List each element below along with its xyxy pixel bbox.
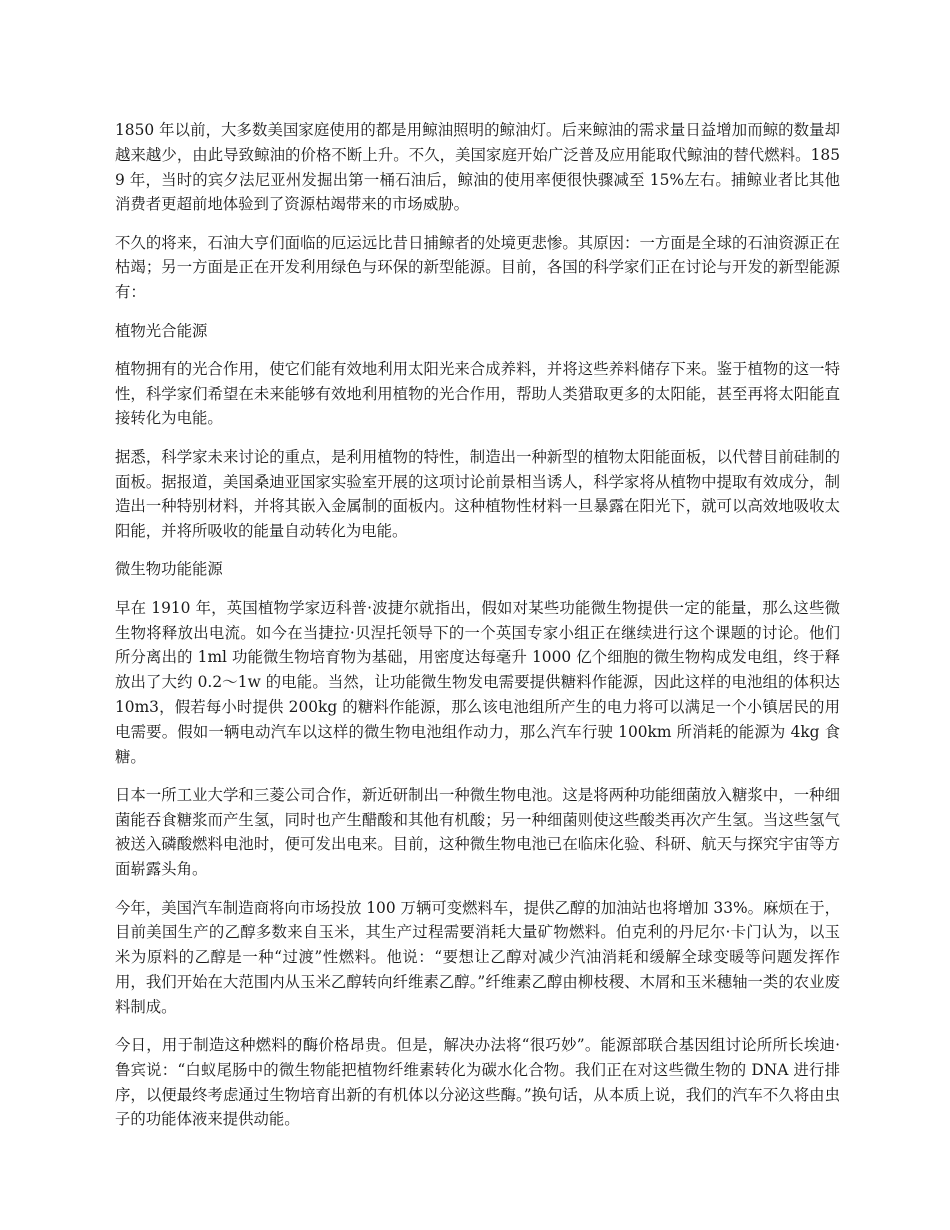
paragraph-whale-oil-history: 1850 年以前，大多数美国家庭使用的都是用鲸油照明的鲸油灯。后来鲸油的需求量日益增加而鲸的数量却越来越少，由此导致鲸油的价格不断上升。不久，美国家庭开始广泛普及应用能取代鲸油的替代燃料。1859 年，当时的宾夕法尼亚州发掘出第一桶石油后，鲸油的使用率便很快骤减至 15%左右。捕鲸业者比其他消费者更超前地体验到了资源枯竭带来的市场威胁。 (115, 121, 840, 214)
paragraph-ethanol-vehicles: 今年，美国汽车制造商将向市场投放 100 万辆可变燃料车，提供乙醇的加油站也将增加 33%。麻烦在于，目前美国生产的乙醇多数来自玉米，其生产过程需要消耗大量矿物燃料。伯克利的丹尼尔·卡门认为，以玉米为原料的乙醇是一种“过渡”性燃料。他说：“要想让乙醇对减少汽油消耗和缓解全球变暖等问题发挥作用，我们开始在大范围内从玉米乙醇转向纤维素乙醇。”纤维素乙醇由柳枝稷、木屑和玉米穗轴一类的农业废料制成。 (115, 898, 840, 1016)
paragraph-photosynthesis: 植物拥有的光合作用，使它们能有效地利用太阳光来合成养料，并将这些养料储存下来。鉴于植物的这一特性，科学家们希望在未来能够有效地利用植物的光合作用，帮助人类猎取更多的太阳能，甚至再将太阳能直接转化为电能。 (115, 359, 840, 428)
section-heading-plant-photosynthesis: 植物光合能源 (115, 321, 208, 340)
section-heading-microbial-energy: 微生物功能能源 (115, 560, 223, 579)
paragraph-oil-tycoons: 不久的将来，石油大亨们面临的厄运远比昔日捕鲸者的处境更悲惨。其原因：一方面是全球的石油资源正在枯竭；另一方面是正在开发利用绿色与环保的新型能源。目前，各国的科学家们正在讨论与开发的新型能源有： (115, 233, 840, 302)
paragraph-microbial-current: 早在 1910 年，英国植物学家迈科普·波捷尔就指出，假如对某些功能微生物提供一定的能量，那么这些微生物将释放出电流。如今在当捷拉·贝涅托领导下的一个英国专家小组正在继续进行这个课题的讨论。他们所分离出的 1ml 功能微生物培育物为基础，用密度达每毫升 1000 亿个细胞的微生物构成发电组，终于释放出了大约 0.2～1w 的电能。当然，让功能微生物发电需要提供糖料作能源，因此这样的电池组的体积达 10m3，假若每小时提供 200kg 的糖料作能源，那么该电池组所产生的电力将可以满足一个小镇居民的用电需要。假如一辆电动汽车以这样的微生物电池组作动力，那么汽车行驶 100km 所消耗的能源为 4kg 食糖。 (115, 598, 840, 766)
document-body (115, 118, 840, 1146)
paragraph-enzymes: 今日，用于制造这种燃料的酶价格昂贵。但是，解决办法将“很巧妙”。能源部联合基因组讨论所所长埃迪·鲁宾说：“白蚁尾肠中的微生物能把植物纤维素转化为碳水化合物。我们正在对这些微生物的 DNA 进行排序，以便最终考虑通过生物培育出新的有机体以分泌这些酶。”换句话，从本质上说，我们的汽车不久将由虫子的功能体液来提供动能。 (115, 1036, 840, 1129)
paragraph-solar-panel: 据悉，科学家未来讨论的重点，是利用植物的特性，制造出一种新型的植物太阳能面板，以代替目前硅制的面板。据报道，美国桑迪亚国家实验室开展的这项讨论前景相当诱人，科学家将从植物中提取有效成分，制造出一种特别材料，并将其嵌入金属制的面板内。这种植物性材料一旦暴露在阳光下，就可以高效地吸收太阳能，并将所吸收的能量自动转化为电能。 (115, 447, 840, 541)
paragraph-japan-microbial-battery: 日本一所工业大学和三菱公司合作，新近研制出一种微生物电池。这是将两种功能细菌放入糖浆中，一种细菌能吞食糖浆而产生氢，同时也产生醋酸和其他有机酸；另一种细菌则使这些酸类再次产生氢。当这些氢气被送入磷酸燃料电池时，便可发出电来。目前，这种微生物电池已在临床化验、科研、航天与探究宇宙等方面崭露头角。 (115, 785, 840, 879)
